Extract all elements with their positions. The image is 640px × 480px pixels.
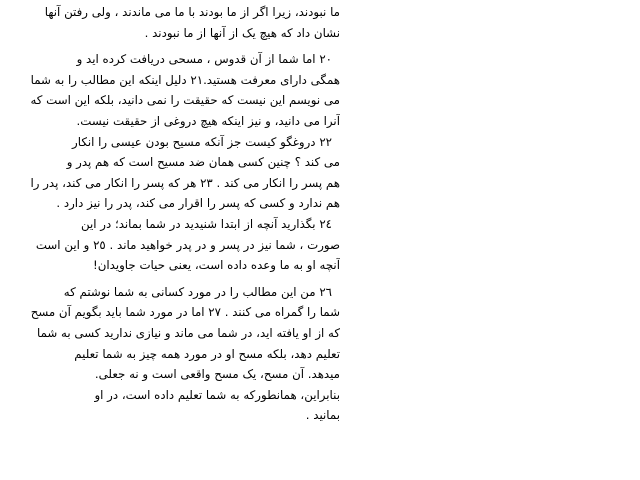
text-line: نشان داد که هیچ یک از آنها از ما نبودند . bbox=[144, 25, 340, 40]
text-line: شما را گمراه می کنند . ٢٧ اما در مورد شما باید بگویم آن مسح bbox=[30, 305, 340, 320]
text-line: می نویسم این نیست که حقیقت را نمی دانید، بلکه این است که bbox=[30, 93, 340, 108]
text-line: بنابراین، همانطورکه به شما تعلیم داده است، در او bbox=[94, 387, 340, 402]
verse-24-line: ٢٤ بگذارید آنچه از ابتدا شنیدید در شما بماند؛ در این bbox=[80, 216, 332, 231]
verse-20-line: ٢٠ اما شما از آن قدوس ، مسحی دریافت کرده اید و bbox=[76, 52, 332, 67]
text-line: میدهد. آن مسح، یک مسح واقعی است و نه جعلی. bbox=[94, 367, 340, 382]
verse-26-line: ٢٦ من این مطالب را در مورد کسانی به شما نوشتم که bbox=[63, 284, 332, 299]
text-line: ما نبودند، زیرا اگر از ما بودند با ما می ماندند ، ولی رفتن آنها bbox=[44, 5, 340, 19]
text-line: تعلیم دهد، بلکه مسح او در مورد همه چیز به شما تعلیم bbox=[74, 346, 340, 361]
text-line: بمانید . bbox=[305, 408, 340, 423]
text-line: صورت ، شما نیز در پسر و در پدر خواهید ماند . ٢٥ و این است bbox=[35, 237, 340, 252]
text-line: هم ندارد و کسی که پسر را اقرار می کند، پدر را نیز دارد . bbox=[56, 196, 340, 211]
verse-22-line: ٢٢ دروغگو کیست جز آنکه مسیح بودن عیسی را انکار bbox=[72, 134, 332, 149]
text-line: همگی دارای معرفت هستید.٢١ دلیل اینکه این مطالب را به شما bbox=[30, 72, 340, 87]
text-line: که از او یافته اید، در شما می ماند و نیازی ندارید کسی به شما bbox=[36, 325, 340, 340]
text-line: آنرا می دانید، و نیز اینکه هیچ دروغی از حقیقت نیست. bbox=[76, 113, 340, 128]
document-body bbox=[8, 2, 340, 426]
text-line: می کند ؟ چنین کسی همان ضد مسیح است که هم پدر و bbox=[66, 155, 340, 170]
text-line: آنچه او به ما وعده داده است، یعنی حیات جاویدان! bbox=[92, 258, 340, 273]
text-line: هم پسر را انکار می کند . ٢٣ هر که پسر را انکار می کند، پدر را bbox=[30, 175, 340, 190]
